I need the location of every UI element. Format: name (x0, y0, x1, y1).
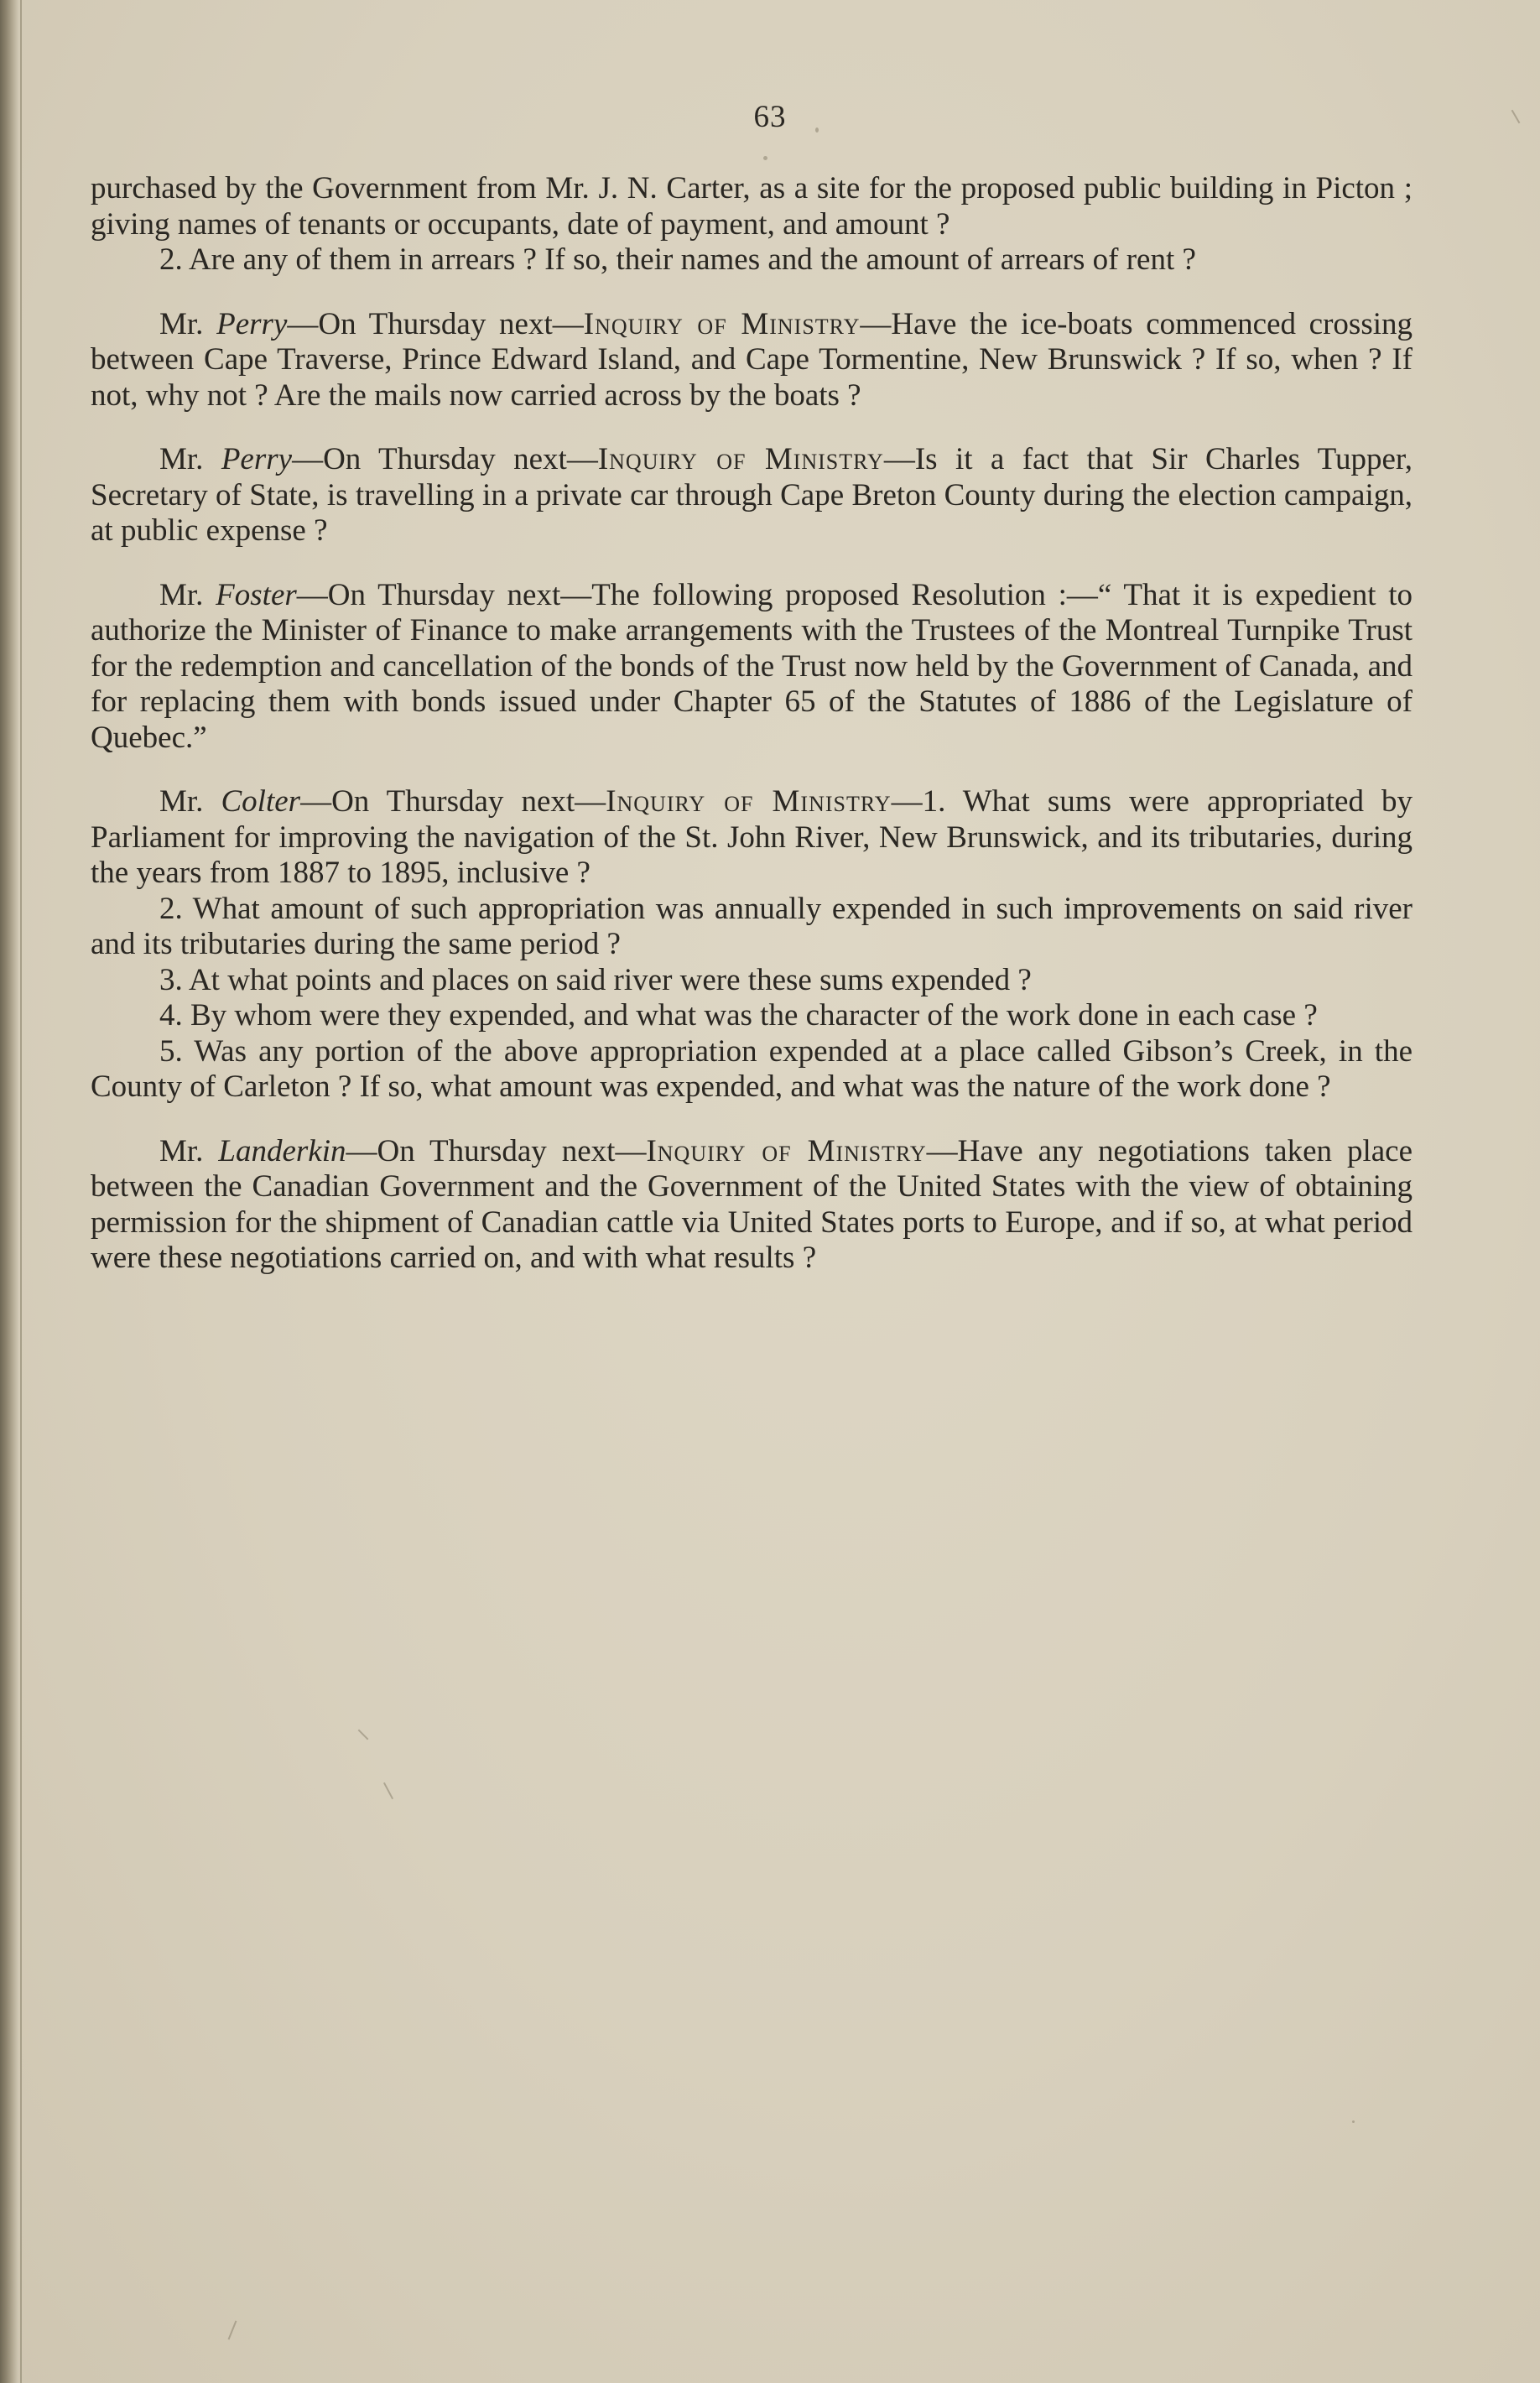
inquiry-label: Inquiry of Ministry (583, 306, 861, 341)
paragraph-colter-question-2 (91, 892, 1413, 963)
paragraph-text: 2. Are any of them in arrears ? If so, their names and the amount of arrears of rent ? (159, 242, 1196, 277)
inquiry-label: Inquiry of Ministry (606, 784, 892, 819)
paragraph-text: 5. Was any portion of the above appropriation expended at a place called Gibson’s Creek, in the County of Carleton ? If so, what amount was expended, and what was the nature of the work done ? (91, 1033, 1413, 1104)
paragraph-text: 2. What amount of such appropriation was annually expended in such improvements on said river and its tributaries during the same period ? (91, 891, 1413, 961)
binding-edge (0, 0, 18, 2383)
paragraph-colter-st-john-river (91, 784, 1413, 892)
inquiry-label: Inquiry of Ministry (597, 442, 884, 476)
paper-speck (358, 1730, 369, 1740)
document-body (91, 171, 1413, 1277)
paragraph-text: The following proposed Resolution :—“ That it is expedient to authorize the Minister of Finance to make arrangements with the Trustees of the Montreal Turnpike Trust for the redemption and cancellation of the bonds of the Trust now held by the Government of Canada, and for replacing them with bonds issued under Chapter 65 of the Statutes of 1886 of the Legislature of Quebec.” (91, 577, 1413, 755)
paragraph-text: —Have any negotiations taken place between the Canadian Government and the Government of the United States with the view of obtaining permission for the shipment of Canadian cattle via United States ports to Europe, and if so, at what period were these negotiations carried on, and with what results ? (91, 1133, 1413, 1275)
paragraph-colter-question-3 (91, 963, 1413, 999)
paragraph-landerkin-cattle-shipment (91, 1134, 1413, 1277)
member-prefix: Mr. (159, 442, 221, 476)
notice-dash: —On Thursday next— (287, 306, 584, 341)
paragraph-perry-tupper-car (91, 442, 1413, 549)
notice-dash: —On Thursday next— (296, 577, 592, 612)
notice-dash: —On Thursday next— (300, 784, 606, 819)
paragraph-text: 3. At what points and places on said river were these sums expended ? (159, 962, 1032, 997)
paper-speck (228, 2320, 237, 2339)
paragraph-text: 4. By whom were they expended, and what was the character of the work done in each case ? (159, 998, 1318, 1033)
paragraph-foster-resolution (91, 578, 1413, 757)
paper-speck (383, 1782, 393, 1799)
paper-speck (1352, 2120, 1355, 2123)
binding-line (20, 0, 22, 2383)
paper-speck (815, 127, 819, 133)
member-name: Landerkin (218, 1133, 346, 1168)
member-name: Colter (221, 784, 301, 819)
paper-speck (763, 156, 767, 160)
paragraph-arrears-question (91, 242, 1413, 278)
paragraph-perry-ice-boats (91, 307, 1413, 414)
member-prefix: Mr. (159, 784, 221, 819)
paragraph-colter-question-5 (91, 1034, 1413, 1106)
notice-dash: —On Thursday next— (292, 442, 598, 476)
member-prefix: Mr. (159, 1133, 219, 1168)
member-name: Foster (216, 577, 297, 612)
paragraph-text: —Is it a fact that Sir Charles Tupper, Secretary of State, is travelling in a private car through Cape Breton County during the election campaign, at public expense ? (91, 442, 1413, 548)
page-number: 63 (753, 100, 787, 134)
paragraph-carter-purchase-continued (91, 171, 1413, 242)
paragraph-text: purchased by the Government from Mr. J. N. Carter, as a site for the proposed public building in Picton ; giving names of tenants or occupants, date of payment, and amount ? (91, 171, 1413, 242)
paragraph-text: —1. What sums were appropriated by Parliament for improving the navigation of the St. John River, New Brunswick, and its tributaries, during the years from 1887 to 1895, inclusive ? (91, 784, 1413, 890)
paragraph-colter-question-4 (91, 998, 1413, 1034)
member-name: Perry (221, 442, 293, 476)
member-prefix: Mr. (159, 306, 217, 341)
inquiry-label: Inquiry of Ministry (646, 1133, 927, 1168)
member-name: Perry (216, 306, 288, 341)
paragraph-text: —Have the ice-boats commenced crossing between Cape Traverse, Prince Edward Island, and Cape Tormentine, New Brunswick ? If so, when ? If not, why not ? Are the mails now carried across by the boats ? (91, 306, 1413, 413)
notice-dash: —On Thursday next— (346, 1133, 647, 1168)
member-prefix: Mr. (159, 577, 216, 612)
